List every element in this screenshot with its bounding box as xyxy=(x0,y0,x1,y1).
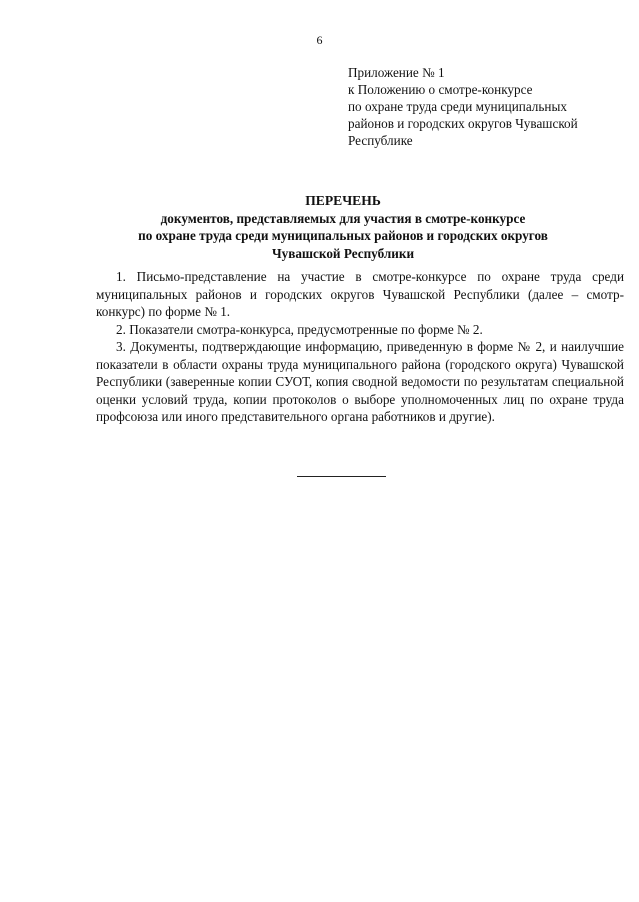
document-title xyxy=(60,192,626,262)
closing-divider xyxy=(297,476,386,477)
title-subtitle-line: Чувашской Республики xyxy=(271,245,415,261)
document-list xyxy=(96,268,624,426)
title-subtitle-line: по охране труда среди муниципальных районов и городских округов xyxy=(138,228,548,243)
list-item: 2. Показатели смотра-конкурса, предусмотренные по форме № 2. xyxy=(116,321,483,337)
list-item: 3. Документы, подтверждающие информацию, приведенную в форме № 2, и наилучшие показатели в области охраны труда муниципального района (городского округа) Чувашской Республики (заверенные копии СУОТ, копия сводной ведомости по результатам специальной оценки условий труда, копии протоколов о выборе уполномоченных лиц по охране труда профсоюза или иного представительного органа работников и другие). xyxy=(96,339,624,424)
title-subtitle-line: документов, представляемых для участия в смотре-конкурсе xyxy=(160,210,526,226)
annex-line: Республике xyxy=(348,133,413,148)
annex-line: Приложение № 1 xyxy=(348,65,445,80)
annex-line: районов и городских округов Чувашской xyxy=(348,116,578,131)
annex-line: по охране труда среди муниципальных xyxy=(348,99,567,114)
list-item: 1. Письмо-представление на участие в смотре-конкурсе по охране труда среди муниципальных районов и городских округов Чувашской Республики (далее – смотр-конкурс) по форме № 1. xyxy=(96,269,624,319)
title-main: ПЕРЕЧЕНЬ xyxy=(305,193,381,208)
annex-header xyxy=(348,64,628,149)
annex-line: к Положению о смотре-конкурсе xyxy=(348,82,533,97)
page-number: 6 xyxy=(316,33,323,47)
